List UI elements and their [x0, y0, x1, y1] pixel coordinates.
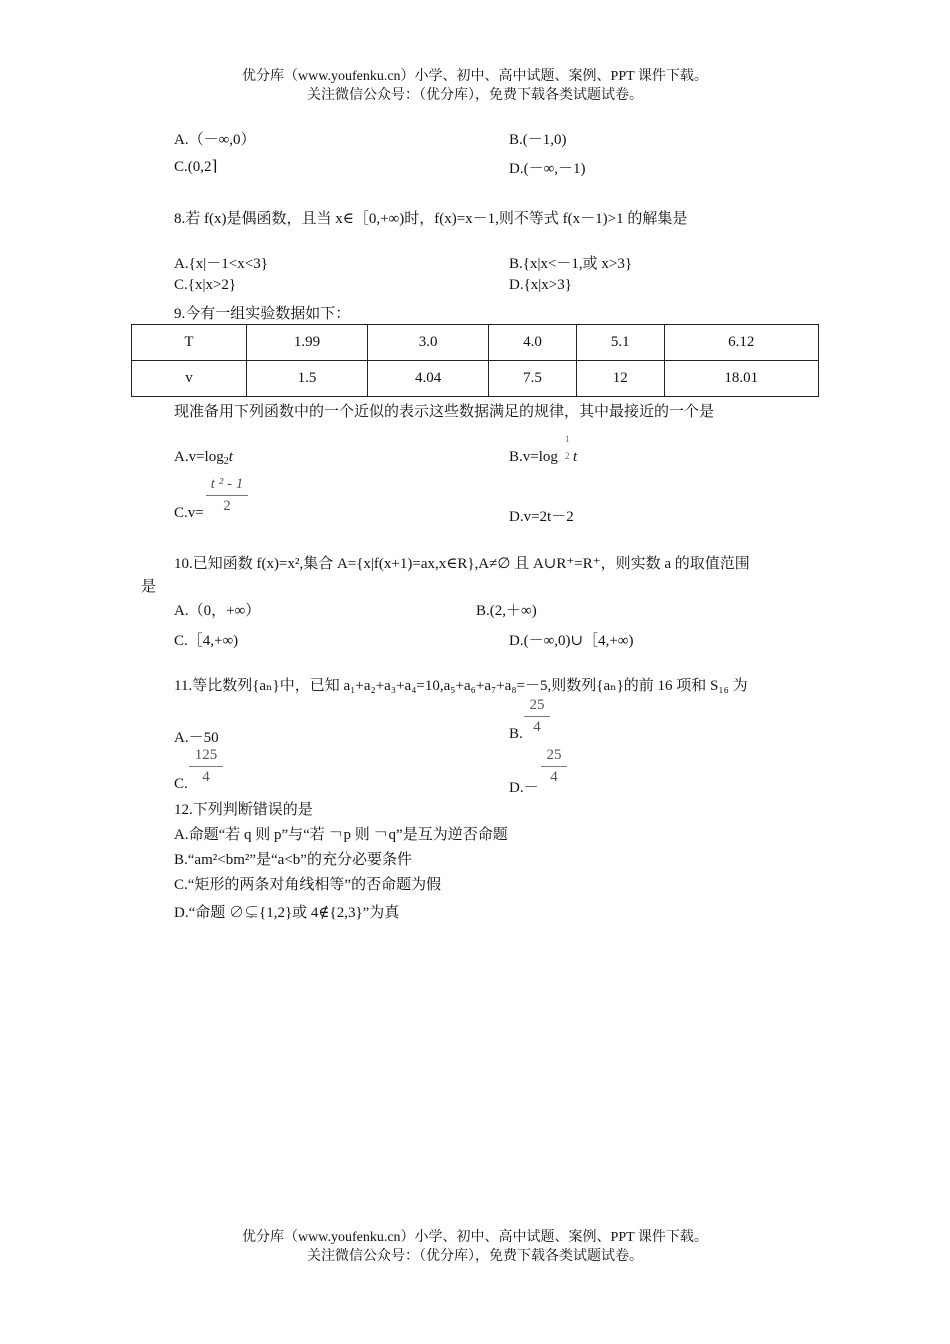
q8-option-c: C.{x|x>2}	[174, 277, 237, 293]
q10-option-b: B.(2,＋∞)	[476, 603, 537, 619]
fraction-denominator: 4	[550, 769, 558, 785]
q9-option-c-prefix: C.v=	[174, 505, 204, 521]
table-cell: T	[132, 325, 247, 361]
q9-option-d: D.v=2t－2	[509, 509, 574, 525]
q7-option-d: D.(－∞,－1)	[509, 161, 586, 177]
q9-option-c-fraction	[206, 476, 248, 515]
table-cell: v	[132, 361, 247, 397]
q11-stem: 11.等比数列{aₙ}中，已知 a₁+a₂+a₃+a₄=10,a₅+a₆+a₇+a₈=－5,则数列{aₙ}的前 16 项和 S₁₆ 为	[174, 678, 748, 694]
fraction-numerator: t ² - 1	[210, 476, 244, 492]
table-cell: 7.5	[489, 361, 577, 397]
q9-option-b-prefix: B.v=log	[509, 449, 558, 465]
q7-option-b: B.(－1,0)	[509, 132, 567, 148]
q12-option-d: D.“命题 ∅⊊{1,2}或 4∉{2,3}”为真	[174, 905, 400, 921]
fraction-numerator: 25	[546, 747, 562, 763]
table-cell: 5.1	[576, 325, 664, 361]
q9-data-table	[131, 324, 819, 397]
q8-stem: 8.若 f(x)是偶函数，且当 x∈［0,+∞)时，f(x)=x－1,则不等式 f(x－1)>1 的解集是	[174, 211, 688, 227]
table-cell: 4.0	[489, 325, 577, 361]
table-cell: 1.99	[247, 325, 368, 361]
q9-stem: 9.今有一组实验数据如下：	[174, 306, 351, 322]
q12-option-b: B.“am²<bm²”是“a<b”的充分必要条件	[174, 852, 412, 868]
fraction-bar	[189, 766, 223, 767]
q11-option-d-fraction	[541, 747, 567, 786]
q11-option-d-prefix: D.－	[509, 780, 539, 796]
table-row	[132, 325, 819, 361]
q9-option-a	[174, 449, 233, 467]
q9-option-a-base: 2	[223, 456, 229, 467]
q11-option-c-prefix: C.	[174, 776, 188, 792]
q8-option-b: B.{x|x<－1,或 x>3}	[509, 256, 633, 272]
header-line-1: 优分库（www.youfenku.cn）小学、初中、高中试题、案例、PPT 课件下载。	[242, 69, 708, 84]
q9-option-b-arg: t	[573, 449, 578, 465]
q9-option-a-prefix: A.v=log	[174, 449, 224, 465]
q11-option-b-fraction	[524, 697, 550, 736]
table-cell: 12	[576, 361, 664, 397]
q11-option-b-prefix: B.	[509, 726, 523, 742]
fraction-bar	[541, 766, 567, 767]
table-cell: 4.04	[368, 361, 489, 397]
fraction-bar	[206, 495, 248, 496]
footer-line-2: 关注微信公众号：（优分库），免费下载各类试题试卷。	[307, 1249, 643, 1264]
fraction-denominator: 4	[202, 769, 210, 785]
q9-option-b-base-num: 1	[565, 434, 570, 444]
q8-option-a: A.{x|－1<x<3}	[174, 256, 268, 272]
q10-option-d: D.(－∞,0)∪［4,+∞)	[509, 633, 634, 649]
q7-option-a: A.（－∞,0）	[174, 132, 256, 148]
q10-option-a: A.（0，+∞）	[174, 603, 261, 619]
footer-line-1: 优分库（www.youfenku.cn）小学、初中、高中试题、案例、PPT 课件下载。	[242, 1230, 708, 1245]
q10-stem-line-2: 是	[141, 579, 157, 595]
fraction-numerator: 25	[529, 697, 545, 713]
q11-option-a: A.－50	[174, 730, 219, 746]
q9-option-b-base-den: 2	[565, 451, 570, 461]
q8-option-d: D.{x|x>3}	[509, 277, 572, 293]
fraction-numerator: 125	[194, 747, 218, 763]
q9-option-a-arg: t	[228, 449, 233, 465]
fraction-denominator: 4	[533, 719, 541, 735]
q9-prompt: 现准备用下列函数中的一个近似的表示这些数据满足的规律，其中最接近的一个是	[174, 404, 715, 420]
fraction-denominator: 2	[223, 498, 231, 514]
fraction-bar	[524, 716, 550, 717]
q7-option-c: C.(0,2⌉	[174, 159, 218, 175]
table-cell: 18.01	[664, 361, 818, 397]
table-cell: 1.5	[247, 361, 368, 397]
q12-option-c: C.“矩形的两条对角线相等”的否命题为假	[174, 877, 442, 893]
q10-stem-line-1: 10.已知函数 f(x)=x²,集合 A={x|f(x+1)=ax,x∈R},A≠∅ 且 A∪R⁺=R⁺，则实数 a 的取值范围	[174, 556, 750, 572]
header-line-2: 关注微信公众号：（优分库），免费下载各类试题试卷。	[307, 88, 643, 103]
q12-stem: 12.下列判断错误的是	[174, 802, 313, 818]
q11-option-c-fraction	[189, 747, 223, 786]
table-cell: 3.0	[368, 325, 489, 361]
q12-option-a: A.命题“若 q 则 p”与“若 ￢p 则 ￢q”是互为逆否命题	[174, 827, 508, 843]
table-cell: 6.12	[664, 325, 818, 361]
table-row	[132, 361, 819, 397]
q10-option-c: C.［4,+∞)	[174, 633, 239, 649]
